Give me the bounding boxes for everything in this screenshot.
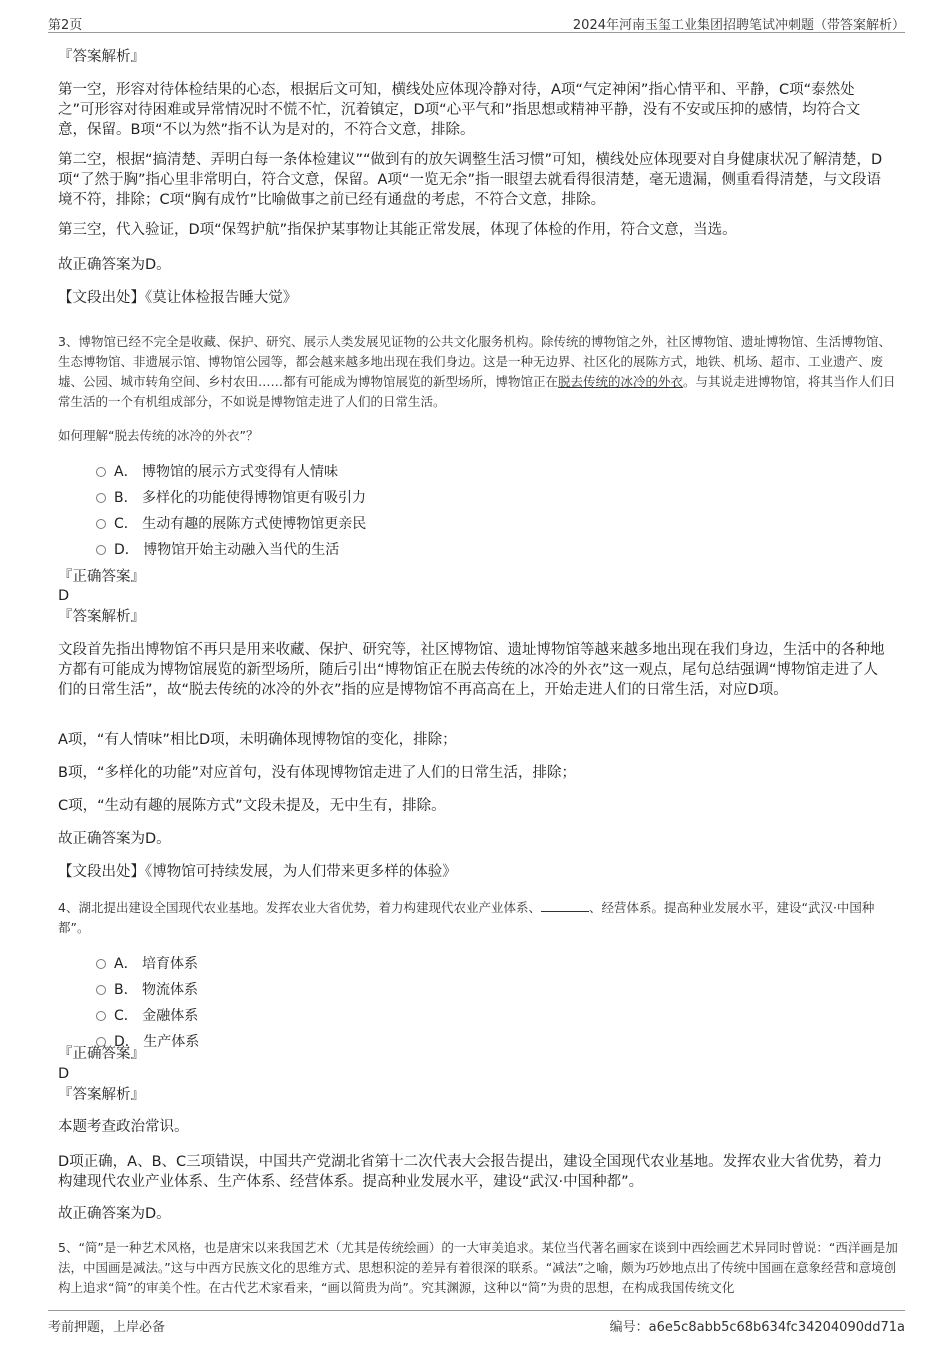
q3-analysis-p2: A项，“有人情味”相比D项，未明确体现博物馆的变化，排除； [58,732,457,748]
fill-blank [541,899,589,912]
q3-option-c[interactable]: C． 生动有趣的展陈方式使博物馆更亲民 [96,514,366,534]
page-footer [48,1310,905,1335]
q4-option-d[interactable]: D． 生产体系 [96,1032,199,1052]
q5-question-text: 5、“简”是一种艺术风格，也是唐宋以来我国艺术（尤其是传统绘画）的一大审美追求。某位当代著名画家在谈到中西绘画艺术异同时曾说：“西洋画是加法，中国画是减法。”这与中西方民族文化的思维方式、思想积淀的差异有着很深的联系。“减法”之喻，颇为巧妙地点出了传统中国画在意象经营和意境创构上追求“简”的审美个性。在古代艺术家看来，“画以简贵为尚”。究其渊源，这种以“简”为贵的思想，在构成我国传统文化 [58,1240,898,1295]
q3-analysis-label: 『答案解析』 [58,609,145,625]
q2-analysis-p1: 第一空，形容对待体检结果的心态，根据后文可知，横线处应体现冷静对待，A项“气定神闲”指心情平和、平静，C项“泰然处之”可形容对待困难或异常情况时不慌不忙，沉着镇定，D项“心平气和”指思想或精神平静，没有不安或压抑的感情，均符合文意，保留。B项“不以为然”指不认为是对的，不符合文意，排除。 [58,82,861,138]
q3-option-a[interactable]: A． 博物馆的展示方式变得有人情味 [96,462,338,482]
q4-question-text: 4、湖北提出建设全国现代农业基地。发挥农业大省优势，着力构建现代农业产业体系、 、经营体系。提高种业发展水平，建设“武汉·中国种都”。 [58,900,875,935]
q3-analysis-p3: B项，“多样化的功能”对应首句，没有体现博物馆走进了人们的日常生活，排除； [58,765,576,781]
q2-analysis-label: 『答案解析』 [58,49,145,65]
q3-underlined-phrase: 脱去传统的冰冷的外衣 [558,374,684,389]
radio-icon[interactable] [96,493,106,503]
q4-analysis-p1: 本题考查政治常识。 [58,1119,189,1135]
page-header [48,12,905,33]
footer-slogan: 考前押题，上岸必备 [48,1320,166,1335]
q4-answer-label: 『正确答案』 [58,1046,145,1062]
q2-analysis-p3: 第三空，代入验证，D项“保驾护航”指保护某事物让其能正常发展，体现了体检的作用，符合文意，当选。 [58,222,737,238]
q4-answer: D [58,1066,70,1082]
page-number: 第2页 [48,18,83,33]
q4-analysis-label: 『答案解析』 [58,1087,145,1103]
q4-option-a[interactable]: A． 培育体系 [96,954,198,974]
radio-icon[interactable] [96,1011,106,1021]
q4-option-b[interactable]: B． 物流体系 [96,980,198,1000]
q3-analysis-p1: 文段首先指出博物馆不再只是用来收藏、保护、研究等，社区博物馆、遗址博物馆等越来越多地出现在我们身边，生活中的各种地方都有可能成为博物馆展览的新型场所，随后引出“博物馆正在脱去传统的冰冷的外衣”这一观点，尾句总结强调“博物馆走进了人们的日常生活”，故“脱去传统的冰冷的外衣”指的应是博物馆不再高高在上，开始走进人们的日常生活，对应D项。 [58,642,885,698]
q3-option-b[interactable]: B． 多样化的功能使得博物馆更有吸引力 [96,488,366,508]
radio-icon[interactable] [96,959,106,969]
radio-icon[interactable] [96,985,106,995]
q3-conclusion: 故正确答案为D。 [58,831,171,847]
q3-option-d[interactable]: D． 博物馆开始主动融入当代的生活 [96,540,339,560]
radio-icon[interactable] [96,545,106,555]
q2-analysis-p2: 第二空，根据“搞清楚、弄明白每一条体检建议”“做到有的放矢调整生活习惯”可知，横线处应体现要对自身健康状况了解清楚，D项“了然于胸”指心里非常明白，符合文意，保留。A项“一览无余”指一眼望去就看得很清楚，毫无遗漏，侧重看得清楚，与文段语境不符，排除；C项“胸有成竹”比喻做事之前已经有通盘的考虑，不符合文意，排除。 [58,152,883,208]
q3-question-text: 3、博物馆已经不完全是收藏、保护、研究、展示人类发展见证物的公共文化服务机构。除传统的博物馆之外，社区博物馆、遗址博物馆、生活博物馆、生态博物馆、非遗展示馆、博物馆公园等，都会越来越多地出现在我们身边。这是一种无边界、社区化的展陈方式，地铁、机场、超市、工业遗产、废墟、公园、城市转角空间、乡村农田……都有可能成为博物馆展览的新型场所，博物馆正在脱去传统的冰冷的外衣。与其说走进博物馆，将其当作人们日常生活的一个有机组成部分，不如说是博物馆走进了人们的日常生活。 [58,334,896,409]
q4-conclusion: 故正确答案为D。 [58,1206,171,1222]
document-title: 2024年河南玉玺工业集团招聘笔试冲刺题（带答案解析） [572,18,905,33]
radio-icon[interactable] [96,467,106,477]
q3-answer: D [58,588,70,604]
q2-conclusion: 故正确答案为D。 [58,257,171,273]
q3-source: 【文段出处】《博物馆可持续发展，为人们带来更多样的体验》 [58,864,457,880]
q3-prompt: 如何理解“脱去传统的冰冷的外衣”？ [58,428,259,443]
q2-source: 【文段出处】《莫让体检报告睡大觉》 [58,290,298,306]
radio-icon[interactable] [96,519,106,529]
footer-document-id: 编号：a6e5c8abb5c68b634fc34204090dd71a [609,1320,905,1335]
q3-answer-label: 『正确答案』 [58,569,145,585]
q3-analysis-p4: C项，“生动有趣的展陈方式”文段未提及，无中生有，排除。 [58,798,446,814]
q4-option-c[interactable]: C． 金融体系 [96,1006,198,1026]
q4-analysis-p2: D项正确，A、B、C三项错误，中国共产党湖北省第十二次代表大会报告提出，建设全国现代农业基地。发挥农业大省优势，着力构建现代农业产业体系、生产体系、经营体系。提高种业发展水平，建设“武汉·中国种都”。 [58,1154,883,1190]
